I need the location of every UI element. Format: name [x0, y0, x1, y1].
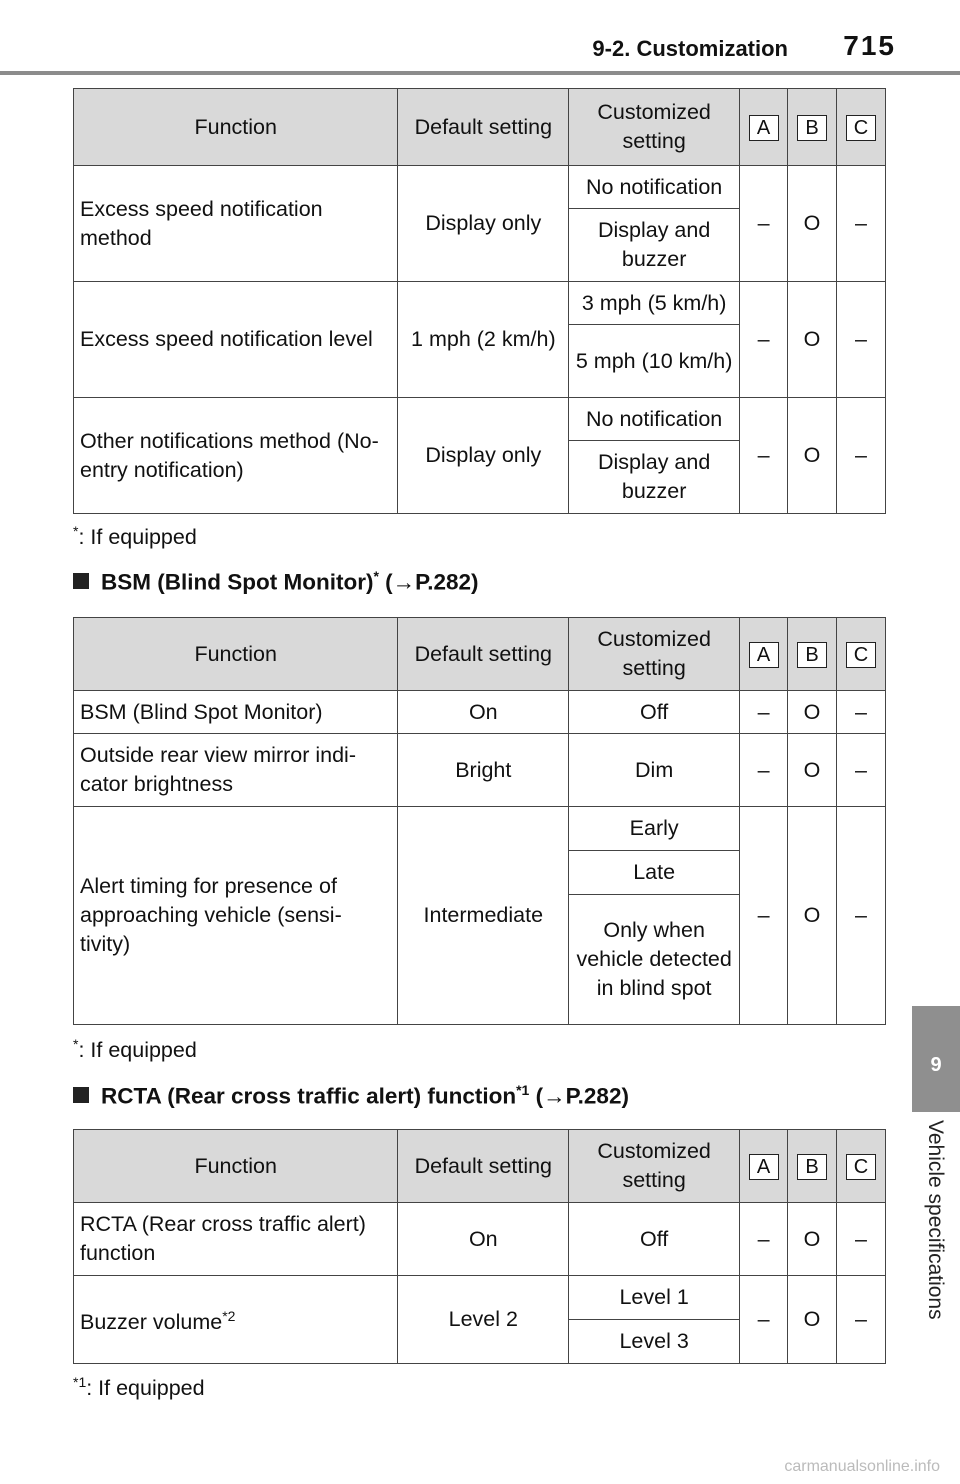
default-cell: Display only [398, 398, 569, 514]
b-cell: O [788, 1276, 837, 1364]
option-cell: No notification [569, 166, 740, 209]
col-function: Function [74, 89, 398, 166]
table-header-row [74, 89, 886, 166]
section-heading-bsm: BSM (Blind Spot Monitor)* (→P.282) [73, 568, 479, 596]
col-customized: Customized setting [569, 1130, 740, 1203]
col-default: Default setting [398, 89, 569, 166]
option-cell: Late [569, 851, 740, 895]
option-cell: No notification [569, 398, 740, 441]
default-cell: On [398, 1203, 569, 1276]
b-cell: O [788, 691, 837, 734]
col-b: B [797, 115, 827, 141]
chapter-tab [912, 1006, 960, 1112]
default-cell: 1 mph (2 km/h) [398, 282, 569, 398]
table-header-row [74, 1130, 886, 1203]
default-cell: Bright [398, 734, 569, 807]
col-c: C [846, 1154, 876, 1180]
col-c: C [846, 642, 876, 668]
function-cell: RCTA (Rear cross traffic alert) function [74, 1203, 398, 1276]
a-cell: – [740, 282, 788, 398]
table-row [74, 734, 886, 807]
col-b: B [797, 642, 827, 668]
function-cell: Buzzer volume$^{*2}$ [74, 1276, 398, 1364]
function-cell: Excess speed notification level [74, 282, 398, 398]
default-cell: On [398, 691, 569, 734]
a-cell: – [740, 398, 788, 514]
section-title: 9-2. Customization [592, 36, 788, 61]
function-cell: Other notifications method (No-entry notification) [74, 398, 398, 514]
default-cell: Display only [398, 166, 569, 282]
option-cell: Display and buzzer [569, 209, 740, 282]
table-row [74, 398, 886, 441]
table-bsm [73, 617, 886, 1025]
default-cell: Intermediate [398, 807, 569, 1025]
col-a: A [749, 115, 779, 141]
table-row [74, 1203, 886, 1276]
col-a: A [749, 1154, 779, 1180]
b-cell: O [788, 807, 837, 1025]
default-cell: Level 2 [398, 1276, 569, 1364]
col-function: Function [74, 618, 398, 691]
table-row [74, 282, 886, 325]
function-cell: Alert timing for presence of approaching vehicle (sensi-tivity) [74, 807, 398, 1025]
table-row [74, 691, 886, 734]
table-row [74, 166, 886, 209]
col-default: Default setting [398, 618, 569, 691]
option-cell: Dim [569, 734, 740, 807]
function-cell: BSM (Blind Spot Monitor) [74, 691, 398, 734]
col-c: C [846, 115, 876, 141]
footnote: *: If equipped [73, 1036, 197, 1063]
option-cell: Only when vehicle detected in blind spot [569, 895, 740, 1025]
option-cell: 5 mph (10 km/h) [569, 325, 740, 398]
c-cell: – [837, 1203, 886, 1276]
a-cell: – [740, 166, 788, 282]
table-row [74, 807, 886, 851]
col-customized: Customized setting [569, 618, 740, 691]
chapter-label-container [918, 1120, 952, 1380]
page-reference[interactable]: P.282) [565, 1083, 629, 1109]
c-cell: – [837, 166, 886, 282]
table-row [74, 1276, 886, 1320]
table-header-row [74, 618, 886, 691]
b-cell: O [788, 398, 837, 514]
a-cell: – [740, 734, 788, 807]
a-cell: – [740, 1203, 788, 1276]
function-cell: Excess speed notification method [74, 166, 398, 282]
option-cell: Level 1 [569, 1276, 740, 1320]
table-notifications [73, 88, 886, 514]
option-cell: Off [569, 691, 740, 734]
footnote: *: If equipped [73, 523, 197, 550]
a-cell: – [740, 1276, 788, 1364]
col-default: Default setting [398, 1130, 569, 1203]
a-cell: – [740, 691, 788, 734]
option-cell: 3 mph (5 km/h) [569, 282, 740, 325]
header-rule [0, 71, 960, 75]
c-cell: – [837, 282, 886, 398]
page-number: 715 [843, 30, 896, 61]
table-rcta [73, 1129, 886, 1364]
option-cell: Early [569, 807, 740, 851]
c-cell: – [837, 1276, 886, 1364]
c-cell: – [836, 807, 885, 1025]
section-heading-rcta: RCTA (Rear cross traffic alert) function$^{*1}$ (→P.282) [73, 1082, 629, 1110]
col-a: A [749, 642, 779, 668]
a-cell: – [740, 807, 788, 1025]
c-cell: – [836, 691, 885, 734]
option-cell: Level 3 [569, 1320, 740, 1364]
watermark: carmanualsonline.info [784, 1458, 940, 1475]
bullet-square-icon [73, 1087, 89, 1103]
chapter-number: 9 [930, 1054, 942, 1076]
chapter-label: Vehicle specifications [924, 1120, 947, 1320]
b-cell: O [788, 166, 837, 282]
b-cell: O [788, 1203, 837, 1276]
b-cell: O [788, 734, 837, 807]
c-cell: – [836, 734, 885, 807]
col-function: Function [74, 1130, 398, 1203]
option-cell: Display and buzzer [569, 441, 740, 514]
bullet-square-icon [73, 573, 89, 589]
page-reference[interactable]: P.282) [415, 569, 479, 595]
arrow-right-icon: → [543, 1083, 566, 1109]
footnote: $^{*1}$: If equipped [73, 1374, 205, 1401]
c-cell: – [837, 398, 886, 514]
arrow-right-icon: → [392, 569, 416, 595]
option-cell: Off [569, 1203, 740, 1276]
col-customized: Customized setting [569, 89, 740, 166]
col-b: B [797, 1154, 827, 1180]
page-header [0, 0, 960, 76]
function-cell: Outside rear view mirror indi-cator brightness [74, 734, 398, 807]
b-cell: O [788, 282, 837, 398]
